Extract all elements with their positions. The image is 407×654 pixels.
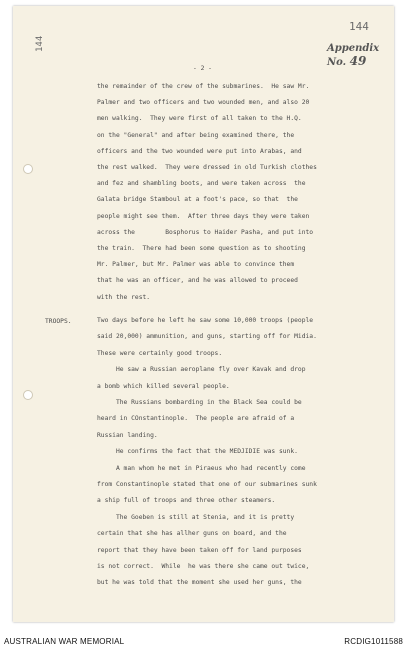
punch-hole — [23, 164, 33, 174]
text-line: that he was an officer, and he was allowed to proceed — [97, 277, 298, 285]
side-stamp-number: 144 — [35, 35, 45, 52]
text-line: the train. There had been some question as to shooting — [97, 245, 306, 252]
text-line: the rest walked. They were dressed in old Turkish clothes — [97, 164, 317, 171]
folio-number: 144 — [349, 20, 369, 33]
text-line: men walking. They were first of all taken to the H.Q. — [97, 115, 302, 123]
punch-hole — [23, 390, 33, 400]
text-line: The Russians bombarding in the Black Sea could be — [97, 399, 302, 406]
text-line: but he was told that the moment she used her guns, the — [97, 579, 302, 587]
text-line: a ship full of troops and three other steamers. — [97, 497, 276, 505]
appendix-number: 49 — [349, 54, 367, 68]
text-line: is not correct. While he was there she came out twice, — [97, 563, 310, 570]
text-line: officers and the two wounded were put into Arabas, and — [97, 147, 302, 155]
text-line: Galata bridge Stamboul at a foot's pace, so that the — [97, 196, 298, 204]
section-label: TROOPS. — [45, 318, 72, 325]
text-line: Palmer and two officers and two wounded men, and also 20 — [97, 99, 310, 107]
text-line: said 20,000) ammunition, and guns, starting off for Midia. — [97, 333, 317, 341]
text-line: report that they have been taken off for land purposes — [97, 546, 302, 554]
text-line: certain that she has allher guns on board, and the — [97, 530, 287, 538]
text-line: He saw a Russian aeroplane fly over Kavak and drop — [97, 366, 306, 374]
page-number: - 2 - — [193, 65, 212, 72]
footer-id: RCDIG1011588 — [344, 637, 403, 646]
text-line: from Constantinople stated that one of our submarines sunk — [97, 481, 317, 488]
document-page — [13, 6, 394, 622]
text-line: on the "General" and after being examined there, the — [97, 131, 295, 139]
footer-credit: AUSTRALIAN WAR MEMORIAL — [4, 637, 125, 646]
text-line: The Goeben is still at Stenia, and it is pretty — [97, 513, 295, 521]
appendix-text: Appendix No. — [327, 43, 380, 68]
text-line: Mr. Palmer, but Mr. Palmer was able to convince them — [97, 261, 295, 269]
text-line: and fez and shambling boots, and were taken across the — [97, 180, 306, 188]
text-line: He confirms the fact that the MEDJIDIE was sunk. — [97, 448, 298, 456]
text-line: These were certainly good troops. — [97, 349, 223, 357]
text-line: Two days before he left he saw some 10,000 troops (people — [97, 317, 314, 324]
text-line: Russian landing. — [97, 431, 158, 439]
text-line: the remainder of the crew of the submarines. He saw Mr. — [97, 83, 310, 90]
text-line: across the Bosphorus to Haider Pasha, and put into — [97, 228, 314, 236]
text-line: with the rest. — [97, 293, 151, 301]
text-line: a bomb which killed several people. — [97, 382, 230, 390]
text-line: people might see them. After three days they were taken — [97, 212, 310, 220]
text-line: heard in COnstantinople. The people are afraid of a — [97, 415, 295, 423]
text-line: A man whom he met in Piraeus who had recently come — [97, 464, 306, 472]
appendix-label — [327, 43, 394, 68]
